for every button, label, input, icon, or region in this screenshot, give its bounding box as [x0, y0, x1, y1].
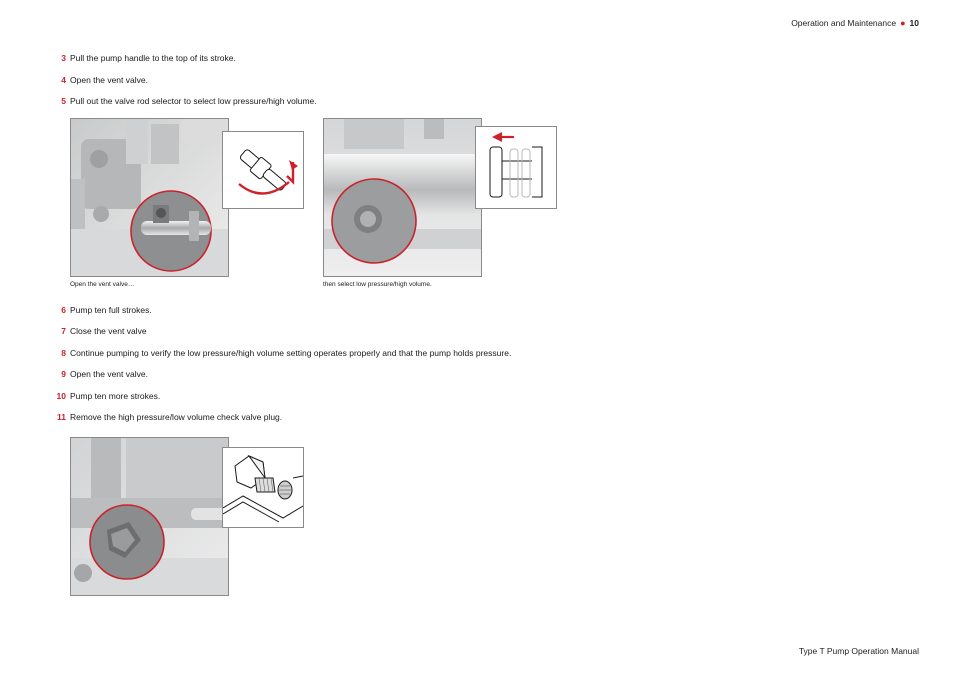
step-text: Remove the high pressure/low volume check valve plug. — [70, 412, 283, 422]
step-item — [40, 95, 600, 107]
rotate-arrow-icon — [237, 146, 298, 194]
step-text: Pump ten more strokes. — [70, 391, 161, 401]
step-number: 11 — [57, 412, 66, 422]
step-text: Pull the pump handle to the top of its stroke. — [70, 53, 236, 63]
step-item — [40, 52, 600, 64]
step-text: Pull out the valve rod selector to select low pressure/high volume. — [70, 96, 317, 106]
step-item — [40, 368, 600, 380]
step-text: Close the vent valve — [70, 326, 147, 336]
page-number: 10 — [909, 18, 919, 28]
check-valve-plug-photo — [70, 437, 229, 596]
section-title: Operation and Maintenance — [791, 18, 897, 28]
selector-caption: then select low pressure/high volume. — [323, 281, 432, 288]
step-number: 10 — [56, 391, 66, 401]
step-text: Pump ten full strokes. — [70, 305, 152, 315]
step-text: Open the vent valve. — [70, 369, 148, 379]
pull-selector-diagram — [475, 126, 557, 209]
page-footer: Type T Pump Operation Manual — [798, 646, 919, 656]
bullet-dot-icon: ● — [900, 18, 906, 28]
step-number: 5 — [61, 96, 66, 106]
step-item — [40, 325, 600, 337]
rotate-selector-diagram — [222, 131, 304, 209]
step-item — [40, 74, 600, 86]
step-item — [40, 347, 600, 359]
page-header — [791, 18, 919, 28]
vent-valve-photo — [70, 118, 229, 277]
step-number: 3 — [61, 53, 66, 63]
step-number: 9 — [61, 369, 66, 379]
step-item — [40, 390, 600, 402]
selector-photo — [323, 118, 482, 277]
hex-plug-icon — [223, 456, 303, 522]
step-text: Continue pumping to verify the low pressure/high volume setting operates properly and that the pump holds pressure. — [70, 348, 512, 358]
step-number: 8 — [61, 348, 66, 358]
step-number: 7 — [61, 326, 66, 336]
vent-valve-caption: Open the vent valve… — [70, 281, 135, 288]
step-text: Open the vent valve. — [70, 75, 148, 85]
step-number: 6 — [61, 305, 66, 315]
step-item — [40, 304, 600, 316]
step-number: 4 — [61, 75, 66, 85]
step-item — [40, 411, 600, 423]
hex-plug-diagram — [222, 447, 304, 528]
pull-left-arrow-icon — [492, 132, 514, 142]
